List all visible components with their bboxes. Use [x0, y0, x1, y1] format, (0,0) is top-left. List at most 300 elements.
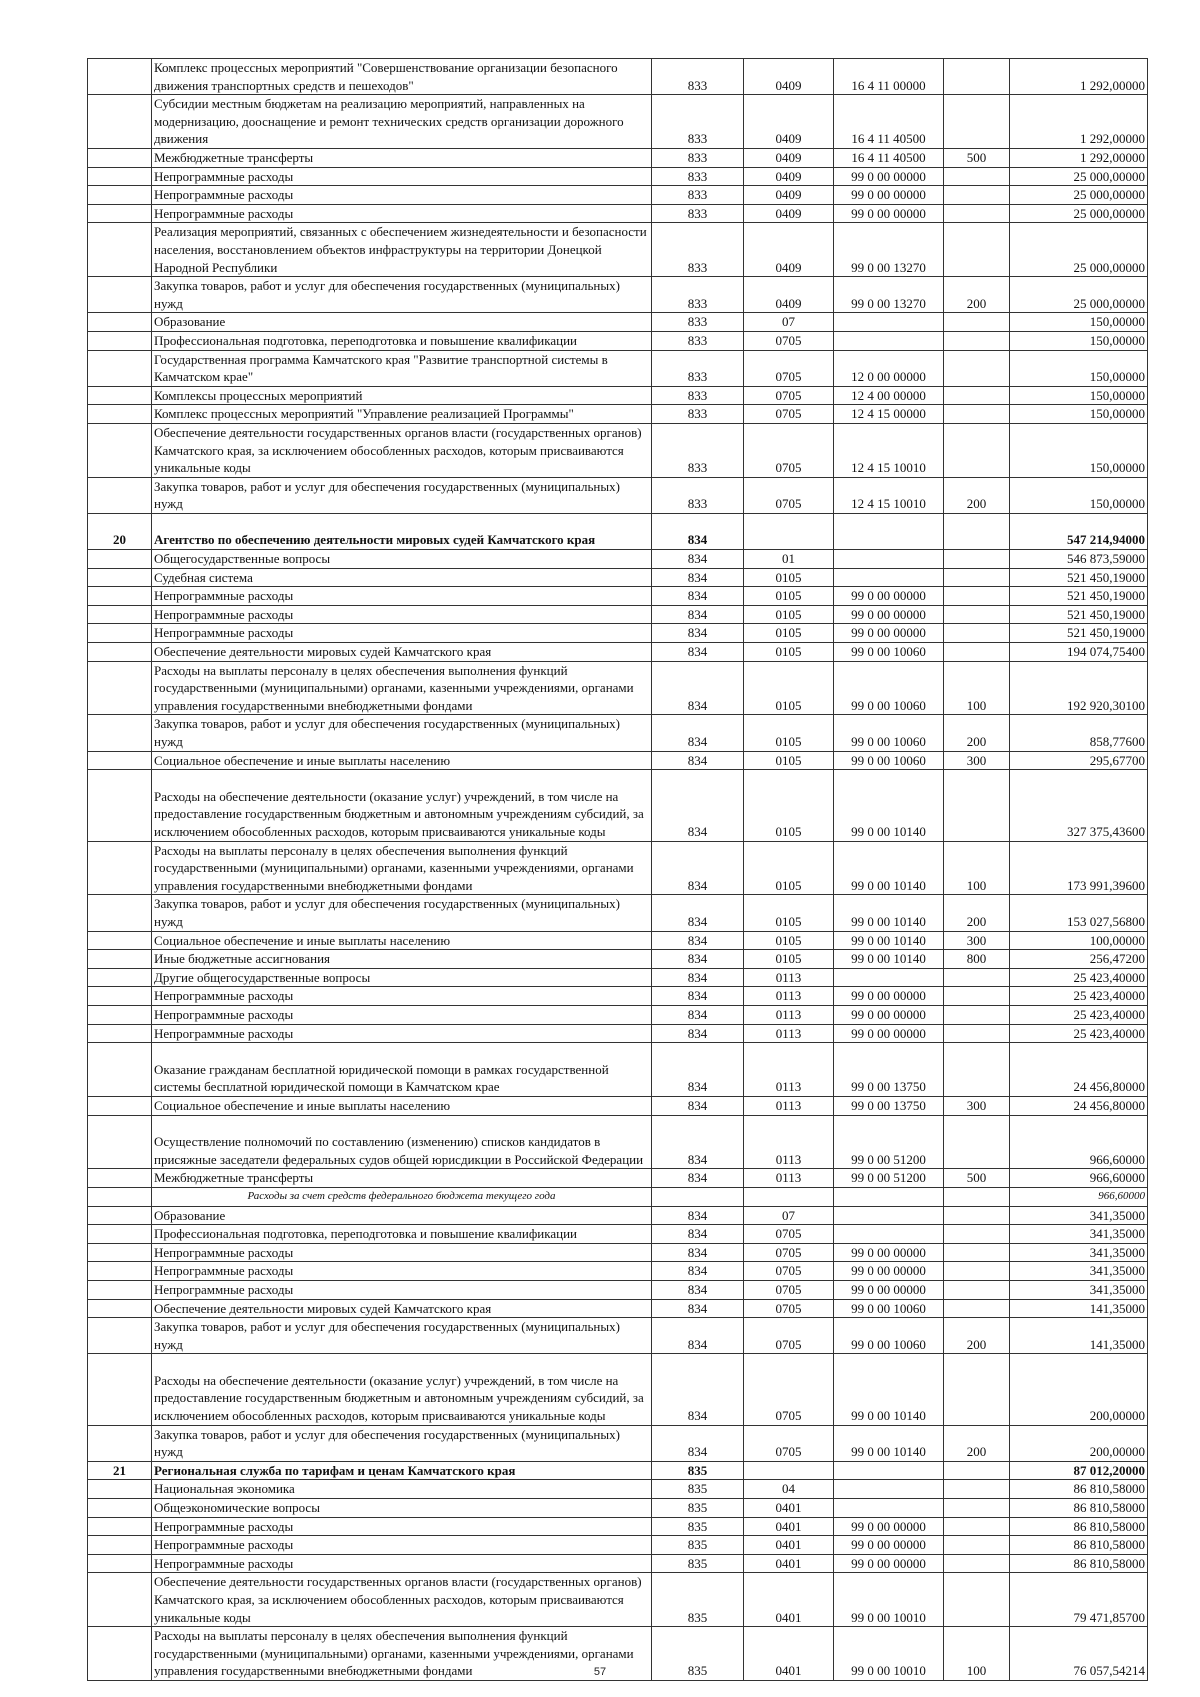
amount-cell: 79 471,85700: [1010, 1573, 1148, 1627]
section-code-cell: 0409: [744, 186, 834, 205]
expense-name-cell: Расходы за счет средств федерального бюджета текущего года: [152, 1187, 652, 1206]
amount-cell: 25 423,40000: [1010, 1024, 1148, 1043]
row-number-cell: [88, 1318, 152, 1354]
section-code-cell: 0409: [744, 277, 834, 313]
expense-type-code-cell: [944, 59, 1010, 95]
section-code-cell: 0105: [744, 661, 834, 715]
expense-type-code-cell: [944, 1206, 1010, 1225]
row-number-cell: [88, 386, 152, 405]
expense-type-code-cell: [944, 550, 1010, 569]
target-item-code-cell: [834, 513, 944, 549]
amount-cell: 24 456,80000: [1010, 1096, 1148, 1115]
department-code-cell: 835: [652, 1480, 744, 1499]
amount-cell: 25 423,40000: [1010, 1005, 1148, 1024]
expense-name-cell: Закупка товаров, работ и услуг для обеспечения государственных (муниципальных) нужд: [152, 277, 652, 313]
table-row: [88, 148, 1148, 167]
table-row: [88, 1536, 1148, 1555]
expense-type-code-cell: 800: [944, 950, 1010, 969]
department-code-cell: 833: [652, 277, 744, 313]
expense-name-cell: Расходы на обеспечение деятельности (оказание услуг) учреждений, в том числе на предоставление государственным бюджетным и автономным учреждениям субсидий, за исключением обособленных расходов, которым присваиваются уникальные коды: [152, 1354, 652, 1425]
section-code-cell: 0113: [744, 987, 834, 1006]
expense-name-cell: Комплексы процессных мероприятий: [152, 386, 652, 405]
target-item-code-cell: 12 4 15 00000: [834, 405, 944, 424]
section-code-cell: 01: [744, 550, 834, 569]
row-number-cell: [88, 1536, 152, 1555]
expense-name-cell: Обеспечение деятельности государственных органов власти (государственных органов) Камчатского края, за исключением обособленных расходов, которым присваиваются уникальные коды: [152, 1573, 652, 1627]
section-code-cell: 0105: [744, 587, 834, 606]
section-code-cell: 0401: [744, 1573, 834, 1627]
expense-name-cell: Непрограммные расходы: [152, 204, 652, 223]
expense-type-code-cell: [944, 1024, 1010, 1043]
expense-type-code-cell: [944, 1461, 1010, 1480]
row-number-cell: [88, 477, 152, 513]
expense-type-code-cell: [944, 423, 1010, 477]
expense-name-cell: Другие общегосударственные вопросы: [152, 968, 652, 987]
expense-type-code-cell: [944, 513, 1010, 549]
department-code-cell: 833: [652, 59, 744, 95]
amount-cell: 966,60000: [1010, 1169, 1148, 1188]
department-code-cell: 834: [652, 931, 744, 950]
expense-name-cell: Субсидии местным бюджетам на реализацию мероприятий, направленных на модернизацию, дооснащение и ремонт технических средств организации дорожного движения: [152, 95, 652, 149]
expense-name-cell: Расходы на выплаты персоналу в целях обеспечения выполнения функций государственными (муниципальными) органами, казенными учреждениями, органами управления государственными внебюджетными фондами: [152, 1627, 652, 1681]
expense-type-code-cell: [944, 1517, 1010, 1536]
row-number-cell: [88, 1280, 152, 1299]
row-number-cell: [88, 1425, 152, 1461]
section-code-cell: 0705: [744, 405, 834, 424]
department-code-cell: 833: [652, 95, 744, 149]
section-code-cell: 04: [744, 1480, 834, 1499]
row-number-cell: [88, 277, 152, 313]
table-row: [88, 1517, 1148, 1536]
target-item-code-cell: 99 0 00 10140: [834, 931, 944, 950]
table-row: [88, 841, 1148, 895]
section-code-cell: 0113: [744, 1043, 834, 1097]
expense-name-cell: Образование: [152, 1206, 652, 1225]
table-row: [88, 1425, 1148, 1461]
amount-cell: 86 810,58000: [1010, 1499, 1148, 1518]
expense-name-cell: Непрограммные расходы: [152, 1262, 652, 1281]
amount-cell: 25 000,00000: [1010, 186, 1148, 205]
row-number-cell: [88, 313, 152, 332]
target-item-code-cell: 99 0 00 00000: [834, 1536, 944, 1555]
row-number-cell: 20: [88, 513, 152, 549]
table-row: [88, 1299, 1148, 1318]
amount-cell: 1 292,00000: [1010, 59, 1148, 95]
row-number-cell: [88, 350, 152, 386]
expense-type-code-cell: [944, 1354, 1010, 1425]
expense-name-cell: Непрограммные расходы: [152, 987, 652, 1006]
amount-cell: 150,00000: [1010, 423, 1148, 477]
table-row: [88, 1280, 1148, 1299]
row-number-cell: [88, 1005, 152, 1024]
section-code-cell: 0105: [744, 895, 834, 931]
target-item-code-cell: [834, 313, 944, 332]
department-code-cell: 833: [652, 204, 744, 223]
expense-type-code-cell: 200: [944, 277, 1010, 313]
row-number-cell: [88, 550, 152, 569]
target-item-code-cell: [834, 550, 944, 569]
amount-cell: 25 000,00000: [1010, 277, 1148, 313]
department-code-cell: 835: [652, 1517, 744, 1536]
expense-name-cell: Закупка товаров, работ и услуг для обеспечения государственных (муниципальных) нужд: [152, 477, 652, 513]
table-row: [88, 331, 1148, 350]
table-row: [88, 204, 1148, 223]
department-code-cell: 834: [652, 968, 744, 987]
section-code-cell: 0401: [744, 1517, 834, 1536]
row-number-cell: [88, 1024, 152, 1043]
expense-name-cell: Судебная система: [152, 568, 652, 587]
expense-name-cell: Комплекс процессных мероприятий "Управление реализацией Программы": [152, 405, 652, 424]
table-row: [88, 587, 1148, 606]
target-item-code-cell: 99 0 00 51200: [834, 1115, 944, 1169]
section-code-cell: 0705: [744, 1243, 834, 1262]
expense-type-code-cell: [944, 1243, 1010, 1262]
expense-type-code-cell: [944, 1187, 1010, 1206]
target-item-code-cell: [834, 1480, 944, 1499]
section-code-cell: 0401: [744, 1536, 834, 1555]
section-code-cell: 0113: [744, 968, 834, 987]
department-code-cell: 834: [652, 715, 744, 751]
expense-type-code-cell: 200: [944, 477, 1010, 513]
table-row: [88, 1187, 1148, 1206]
expense-type-code-cell: 300: [944, 1096, 1010, 1115]
section-code-cell: 0401: [744, 1627, 834, 1681]
expense-name-cell: Непрограммные расходы: [152, 605, 652, 624]
amount-cell: 858,77600: [1010, 715, 1148, 751]
row-number-cell: [88, 968, 152, 987]
section-code-cell: 0105: [744, 568, 834, 587]
department-code-cell: 834: [652, 1024, 744, 1043]
amount-cell: 173 991,39600: [1010, 841, 1148, 895]
expense-name-cell: Закупка товаров, работ и услуг для обеспечения государственных (муниципальных) нужд: [152, 1425, 652, 1461]
expense-name-cell: Общегосударственные вопросы: [152, 550, 652, 569]
table-row: [88, 624, 1148, 643]
target-item-code-cell: 99 0 00 10140: [834, 841, 944, 895]
row-number-cell: [88, 186, 152, 205]
target-item-code-cell: 99 0 00 13750: [834, 1096, 944, 1115]
amount-cell: 25 423,40000: [1010, 968, 1148, 987]
section-code-cell: 0113: [744, 1024, 834, 1043]
expense-name-cell: Расходы на выплаты персоналу в целях обеспечения выполнения функций государственными (муниципальными) органами, казенными учреждениями, органами управления государственными внебюджетными фондами: [152, 661, 652, 715]
amount-cell: 25 000,00000: [1010, 167, 1148, 186]
expense-type-code-cell: [944, 605, 1010, 624]
amount-cell: 192 920,30100: [1010, 661, 1148, 715]
expense-type-code-cell: [944, 643, 1010, 662]
target-item-code-cell: 99 0 00 10140: [834, 1425, 944, 1461]
table-row: [88, 931, 1148, 950]
table-row: [88, 1005, 1148, 1024]
department-code-cell: 833: [652, 313, 744, 332]
department-code-cell: 834: [652, 1243, 744, 1262]
expense-name-cell: Закупка товаров, работ и услуг для обеспечения государственных (муниципальных) нужд: [152, 1318, 652, 1354]
target-item-code-cell: 99 0 00 00000: [834, 587, 944, 606]
row-number-cell: [88, 715, 152, 751]
expense-type-code-cell: [944, 1536, 1010, 1555]
target-item-code-cell: 99 0 00 13270: [834, 223, 944, 277]
table-row: [88, 405, 1148, 424]
row-number-cell: [88, 1243, 152, 1262]
target-item-code-cell: 12 4 15 10010: [834, 423, 944, 477]
expense-name-cell: Осуществление полномочий по составлению (изменению) списков кандидатов в присяжные заседатели федеральных судов общей юрисдикции в Российской Федерации: [152, 1115, 652, 1169]
department-code-cell: 834: [652, 1005, 744, 1024]
section-code-cell: 0705: [744, 1262, 834, 1281]
amount-cell: 25 423,40000: [1010, 987, 1148, 1006]
expense-type-code-cell: [944, 1554, 1010, 1573]
expense-type-code-cell: [944, 1115, 1010, 1169]
expense-name-cell: Региональная служба по тарифам и ценам Камчатского края: [152, 1461, 652, 1480]
section-code-cell: 0705: [744, 386, 834, 405]
row-number-cell: [88, 931, 152, 950]
table-row: [88, 1480, 1148, 1499]
target-item-code-cell: [834, 568, 944, 587]
expense-type-code-cell: [944, 350, 1010, 386]
expense-type-code-cell: 100: [944, 841, 1010, 895]
table-row: [88, 350, 1148, 386]
expense-name-cell: Непрограммные расходы: [152, 1024, 652, 1043]
target-item-code-cell: 99 0 00 00000: [834, 1262, 944, 1281]
row-number-cell: [88, 841, 152, 895]
table-row: [88, 423, 1148, 477]
expense-name-cell: Реализация мероприятий, связанных с обеспечением жизнедеятельности и безопасности населения, восстановлением объектов инфраструктуры на территории Донецкой Народной Республики: [152, 223, 652, 277]
expense-type-code-cell: [944, 223, 1010, 277]
department-code-cell: 834: [652, 950, 744, 969]
row-number-cell: [88, 1043, 152, 1097]
section-code-cell: [744, 513, 834, 549]
target-item-code-cell: 99 0 00 00000: [834, 605, 944, 624]
expense-type-code-cell: [944, 770, 1010, 841]
target-item-code-cell: 99 0 00 00000: [834, 204, 944, 223]
department-code-cell: 834: [652, 643, 744, 662]
row-number-cell: [88, 1554, 152, 1573]
expense-name-cell: Непрограммные расходы: [152, 1005, 652, 1024]
department-code-cell: 834: [652, 568, 744, 587]
target-item-code-cell: 99 0 00 00000: [834, 624, 944, 643]
department-code-cell: 834: [652, 987, 744, 1006]
table-row: [88, 1206, 1148, 1225]
row-number-cell: [88, 1115, 152, 1169]
amount-cell: 341,35000: [1010, 1206, 1148, 1225]
row-number-cell: [88, 1299, 152, 1318]
row-number-cell: [88, 223, 152, 277]
table-row: [88, 550, 1148, 569]
row-number-cell: [88, 1499, 152, 1518]
row-number-cell: [88, 950, 152, 969]
department-code-cell: 834: [652, 1043, 744, 1097]
amount-cell: 100,00000: [1010, 931, 1148, 950]
amount-cell: 256,47200: [1010, 950, 1148, 969]
row-number-cell: [88, 1354, 152, 1425]
expense-name-cell: Общеэкономические вопросы: [152, 1499, 652, 1518]
expense-type-code-cell: [944, 568, 1010, 587]
target-item-code-cell: 99 0 00 10140: [834, 770, 944, 841]
expense-name-cell: Агентство по обеспечению деятельности мировых судей Камчатского края: [152, 513, 652, 549]
section-code-cell: [744, 1461, 834, 1480]
target-item-code-cell: 99 0 00 00000: [834, 1243, 944, 1262]
expense-type-code-cell: [944, 405, 1010, 424]
section-code-cell: 0105: [744, 931, 834, 950]
table-row: [88, 277, 1148, 313]
expense-name-cell: Профессиональная подготовка, переподготовка и повышение квалификации: [152, 331, 652, 350]
section-code-cell: 0105: [744, 605, 834, 624]
table-row: [88, 59, 1148, 95]
table-row: [88, 1318, 1148, 1354]
table-row: [88, 1573, 1148, 1627]
table-row: [88, 568, 1148, 587]
amount-cell: 1 292,00000: [1010, 148, 1148, 167]
expense-name-cell: Закупка товаров, работ и услуг для обеспечения государственных (муниципальных) нужд: [152, 715, 652, 751]
amount-cell: 341,35000: [1010, 1262, 1148, 1281]
row-number-cell: [88, 624, 152, 643]
table-row: [88, 1115, 1148, 1169]
section-code-cell: [744, 1187, 834, 1206]
table-row: [88, 751, 1148, 770]
target-item-code-cell: 12 4 00 00000: [834, 386, 944, 405]
target-item-code-cell: 99 0 00 10060: [834, 751, 944, 770]
table-row: [88, 513, 1148, 549]
amount-cell: 150,00000: [1010, 386, 1148, 405]
section-code-cell: 0409: [744, 95, 834, 149]
table-row: [88, 1024, 1148, 1043]
section-code-cell: 0705: [744, 1354, 834, 1425]
target-item-code-cell: 99 0 00 00000: [834, 1554, 944, 1573]
amount-cell: 546 873,59000: [1010, 550, 1148, 569]
department-code-cell: 834: [652, 895, 744, 931]
department-code-cell: 833: [652, 405, 744, 424]
expense-name-cell: Непрограммные расходы: [152, 1536, 652, 1555]
department-code-cell: 835: [652, 1536, 744, 1555]
section-code-cell: 0409: [744, 167, 834, 186]
expense-name-cell: Непрограммные расходы: [152, 167, 652, 186]
expense-type-code-cell: [944, 987, 1010, 1006]
target-item-code-cell: 99 0 00 00000: [834, 1005, 944, 1024]
expense-type-code-cell: [944, 1280, 1010, 1299]
target-item-code-cell: [834, 331, 944, 350]
budget-table: [87, 58, 1148, 1681]
target-item-code-cell: 99 0 00 10060: [834, 1299, 944, 1318]
expense-type-code-cell: [944, 587, 1010, 606]
expense-name-cell: Обеспечение деятельности государственных органов власти (государственных органов) Камчатского края, за исключением обособленных расходов, которым присваиваются уникальные коды: [152, 423, 652, 477]
expense-name-cell: Комплекс процессных мероприятий "Совершенствование организации безопасного движения транспортных средств и пешеходов": [152, 59, 652, 95]
target-item-code-cell: 99 0 00 10140: [834, 1354, 944, 1425]
table-row: [88, 1225, 1148, 1244]
amount-cell: 327 375,43600: [1010, 770, 1148, 841]
expense-name-cell: Социальное обеспечение и иные выплаты населению: [152, 1096, 652, 1115]
target-item-code-cell: 16 4 11 00000: [834, 59, 944, 95]
table-row: [88, 1096, 1148, 1115]
row-number-cell: [88, 1262, 152, 1281]
expense-type-code-cell: 100: [944, 1627, 1010, 1681]
row-number-cell: [88, 661, 152, 715]
department-code-cell: 834: [652, 841, 744, 895]
section-code-cell: 0113: [744, 1096, 834, 1115]
table-row: [88, 1461, 1148, 1480]
expense-type-code-cell: 200: [944, 1318, 1010, 1354]
table-row: [88, 313, 1148, 332]
table-row: [88, 605, 1148, 624]
row-number-cell: [88, 1225, 152, 1244]
amount-cell: 521 450,19000: [1010, 624, 1148, 643]
table-row: [88, 1354, 1148, 1425]
section-code-cell: 0105: [744, 841, 834, 895]
section-code-cell: 0105: [744, 624, 834, 643]
expense-name-cell: Профессиональная подготовка, переподготовка и повышение квалификации: [152, 1225, 652, 1244]
target-item-code-cell: 99 0 00 10140: [834, 950, 944, 969]
target-item-code-cell: [834, 1499, 944, 1518]
row-number-cell: [88, 1517, 152, 1536]
amount-cell: 86 810,58000: [1010, 1480, 1148, 1499]
row-number-cell: [88, 643, 152, 662]
amount-cell: 153 027,56800: [1010, 895, 1148, 931]
row-number-cell: [88, 1187, 152, 1206]
table-row: [88, 895, 1148, 931]
section-code-cell: 0705: [744, 1425, 834, 1461]
section-code-cell: 07: [744, 1206, 834, 1225]
section-code-cell: 0705: [744, 1299, 834, 1318]
section-code-cell: 0113: [744, 1169, 834, 1188]
department-code-cell: 834: [652, 1225, 744, 1244]
target-item-code-cell: 99 0 00 13750: [834, 1043, 944, 1097]
table-row: [88, 950, 1148, 969]
expense-type-code-cell: [944, 624, 1010, 643]
section-code-cell: 0705: [744, 331, 834, 350]
table-row: [88, 1554, 1148, 1573]
table-row: [88, 186, 1148, 205]
section-code-cell: 0105: [744, 751, 834, 770]
department-code-cell: 833: [652, 148, 744, 167]
amount-cell: 150,00000: [1010, 313, 1148, 332]
amount-cell: 141,35000: [1010, 1318, 1148, 1354]
expense-name-cell: Непрограммные расходы: [152, 186, 652, 205]
amount-cell: 76 057,54214: [1010, 1627, 1148, 1681]
department-code-cell: 833: [652, 423, 744, 477]
row-number-cell: [88, 1096, 152, 1115]
department-code-cell: 833: [652, 477, 744, 513]
amount-cell: 25 000,00000: [1010, 223, 1148, 277]
department-code-cell: 833: [652, 350, 744, 386]
section-code-cell: 0705: [744, 1225, 834, 1244]
target-item-code-cell: [834, 1461, 944, 1480]
department-code-cell: 834: [652, 1425, 744, 1461]
row-number-cell: [88, 895, 152, 931]
amount-cell: 86 810,58000: [1010, 1536, 1148, 1555]
row-number-cell: [88, 95, 152, 149]
department-code-cell: 834: [652, 624, 744, 643]
section-code-cell: 0705: [744, 477, 834, 513]
expense-type-code-cell: [944, 1573, 1010, 1627]
amount-cell: 521 450,19000: [1010, 605, 1148, 624]
target-item-code-cell: 99 0 00 10140: [834, 895, 944, 931]
row-number-cell: [88, 167, 152, 186]
row-number-cell: [88, 605, 152, 624]
department-code-cell: 834: [652, 513, 744, 549]
section-code-cell: 0705: [744, 423, 834, 477]
department-code-cell: 834: [652, 587, 744, 606]
row-number-cell: [88, 405, 152, 424]
target-item-code-cell: 99 0 00 00000: [834, 186, 944, 205]
target-item-code-cell: 99 0 00 00000: [834, 167, 944, 186]
department-code-cell: 834: [652, 1115, 744, 1169]
page-number: 57: [593, 1666, 607, 1678]
department-code-cell: 835: [652, 1461, 744, 1480]
expense-name-cell: Расходы на выплаты персоналу в целях обеспечения выполнения функций государственными (муниципальными) органами, казенными учреждениями, органами управления государственными внебюджетными фондами: [152, 841, 652, 895]
expense-name-cell: Социальное обеспечение и иные выплаты населению: [152, 931, 652, 950]
section-code-cell: 0401: [744, 1554, 834, 1573]
expense-type-code-cell: [944, 167, 1010, 186]
target-item-code-cell: 99 0 00 10060: [834, 661, 944, 715]
expense-type-code-cell: [944, 1262, 1010, 1281]
amount-cell: 521 450,19000: [1010, 587, 1148, 606]
table-row: [88, 167, 1148, 186]
